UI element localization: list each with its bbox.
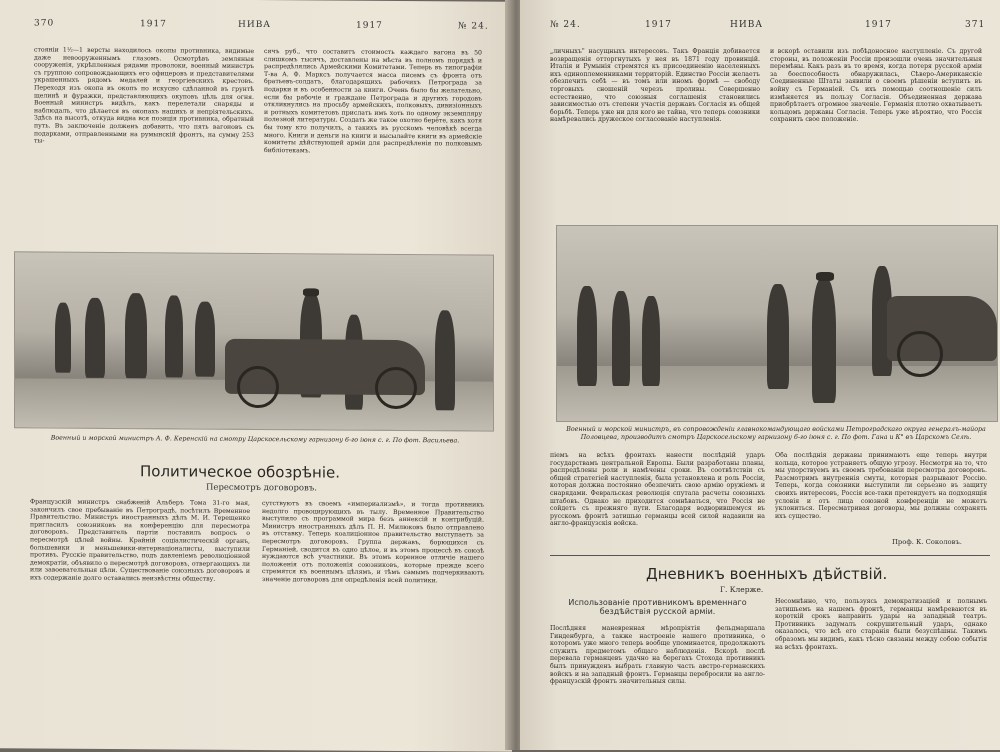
header-issue: № 24. [458, 21, 489, 32]
article-column: сутствуютъ въ своемъ «империализмѣ», и тогда противникъ недолго провоцирующихъ въ тылу. Временное Правительство выступило съ программой мира безъ аннексій и контрибуцій. Министръ иностранныхъ дѣлъ П. Н. Милюковъ было отправлено въ отставку. Теперь коалиціонное правительство выступаетъ за пересмотръ договоровъ. Группа державъ, борющихся съ Германіей, сводится въ одно цѣлое, и въ этомъ процессѣ въ союзѣ нуждаются всѣ участники. Въ этомъ коренное отличіе нашего положенія отъ положенія союзниковъ, которые прежде всего стремятся къ военнымъ цѣлямъ, и тѣмъ самымъ подчеркиваютъ значеніе договоровъ для опредѣленія всей политики. [262, 500, 484, 585]
page-number: 371 [965, 20, 986, 30]
article-column: сячъ руб., что составитъ стоимость каждаго вагона въ 50 слишкомъ тысячъ, доставлены на мѣста въ полномъ порядкѣ и распредѣлялись Армейскими Комитетами. Теперь въ типографіи Т-ва А. Ф. Марксъ получается масса писемъ съ фронта отъ братьевъ-солдатъ, благодарящихъ рабочихъ Петрограда за подарки и въ особенности за книги. Очень было бы желательно, если бы рабочіе и граждане Петрограда и другихъ городовъ откликнулись на просьбу армейскихъ, полковыхъ, дивизіонныхъ и ротныхъ комитетовъ прислать имъ хоть по одному экземпляру полезной литературы. Создать же такое охотно берёте, какъ хотя бы тому кто получилъ, а такихъ въ русскомъ человѣкѣ всегда много. Книги и деньги на книги и высылайте книги въ армейскіе комитеты дѣйствующей арміи для распредѣленія по полковымъ библіотекамъ. [264, 48, 482, 155]
section-divider [550, 555, 990, 556]
header-year: 1917 [356, 20, 383, 31]
header-title: НИВА [238, 19, 272, 31]
caption-text: Военный и морской министръ А. Ф. Керенскій на смотру Царскосельскому гарнизону 6-го іюня с. г. [50, 434, 391, 444]
section-author: Г. Клерже. [720, 585, 764, 594]
article-column: Несомнѣнно, что, пользуясь демократизаціей и полнымъ затишьемъ на нашемъ фронтѣ, германцы намѣреваются въ короткій срокъ направить удары на западный театръ. Противникъ задумалъ сокрушительный ударъ, однако оказалось, что всѣ его старанія были безуспѣшны. Такимъ образомъ мы видимъ, какъ тѣсно связаны между собою событія на всѣхъ фронтахъ. [775, 598, 987, 651]
section-subtitle: Использованіе противникомъ временнаго бездѣйствія русской арміи. [568, 598, 747, 616]
page-number: 370 [34, 18, 55, 29]
section-title: Дневникъ военныхъ дѣйствій. [646, 565, 888, 583]
header-year: 1917 [645, 20, 672, 30]
photo-polovtsev-review [556, 225, 998, 422]
section-subtitle: Пересмотръ договоровъ. [206, 482, 317, 494]
header-title: НИВА [730, 20, 764, 30]
right-page [520, 0, 1000, 750]
article-column: піемъ на всѣхъ фронтахъ нанести послѣдній ударъ государствамъ центральной Европы. Были разработаны планы, распредѣлены роли и намѣчены сроки. Въ соотвѣтствіи съ общей стратегіей наступленія, была установлена и роль Россіи, которая должна постоянно обезпечить свою армію оружіемъ и снарядами. Февральская революція спутала расчеты союзныхъ штабовъ. Однако не приходится сомнѣваться, что Россія не сойдетъ съ прежняго пути. Благодаря водворившемуся въ русскомъ фронтѣ затишью германцы всей силой надавили на англо-французскія войска. [550, 452, 765, 528]
article-column: и вскорѣ оставили изъ побѣдоносное наступленіе. Съ другой стороны, въ положеніи Россіи произошли очень значительныя перемѣны. Какъ разъ въ то время, когда потеря русской арміи за боеспособность обнаружилась, Сѣверо-Американскіе Соединенные Штаты заявили о своемъ рѣшеніи вступить въ войну съ Германіей. Съ ихъ помощью соотношеніе силъ измѣняется въ пользу Согласія. Объединенная держава приобрѣтаетъ огромное значеніе. Германія плотно охватываетъ кольцомъ державы Согласія. Теперь уже вѣроятно, что Россія сохранить свое положеніе. [770, 48, 982, 124]
article-column: стояніи 1½—1 версты находилось окопы противника, видимые даже невооруженнымъ глазомъ. Осмотрѣвъ земляныя сооруженія, укрѣпленныя рядами проволоки, военный министръ съ группою сопровождающихъ его офицеровъ и представителями украшенныхъ рядомъ медалей и георгіевскихъ крестовъ. Переходя изъ окопа въ окопъ по искусно сдѣланной въ грунтѣ щелинѣ и фуражки, представляющихъ окуповъ цѣль для огня. Военный министръ видѣлъ, какъ перелетали снаряды и наблюдалъ, что дѣлается въ окопахъ нашихъ и непріятельскихъ. Здѣсь на высотѣ, откуда видна вся позиція противника, обратный путь. Въ заключеніе долженъ добавить, что пять вагоновъ съ подарками, отправленными на румынскій фронтъ, на сумму 253 ты- [34, 46, 254, 145]
header-issue: № 24. [550, 20, 581, 30]
header-year: 1917 [140, 19, 167, 30]
photo-caption [556, 426, 996, 442]
photo-credit: По фот. Васильева. [392, 436, 460, 445]
article-author: Проф. К. Соколовъ. [892, 538, 962, 546]
header-year: 1917 [865, 20, 892, 30]
caption-text: Военный и морской министръ, въ сопровожденіи главнокомандующаго войсками Петроградскаго округа генералъ-майора Половцева, производитъ смотръ Царскосельскому гарнизону 6-го іюня с. г. [566, 426, 986, 441]
photo-kerensky-review [14, 251, 494, 431]
section-title: Политическое обозрѣніе. [140, 462, 341, 482]
article-column: Оба послѣднія державы принимаютъ еще теперь внутри кольца, которое устраняетъ общую угрозу. Несмотря на то, что мы упорствуемъ въ своемъ требованіи пересмотра договоровъ. Разсмотримъ внутреннія смуты, которыя разрывают Россію. Теперь, когда союзники выступили ли серьезно въ защиту своихъ интересовъ, Россія все-таки претендуетъ на подходящія условія и отъ лица союзной конференціи не можетъ уклониться. Пересматривая договоры, мы должны сохранять ихъ существо. [775, 452, 987, 520]
article-column: Послѣдняя маневренная мѣропріятія фельдмаршала Гинденбурга, а также настроеніе нашего противника, о которомъ уже много теперь вообще упоминается, продолжаютъ служить предметомъ общаго наблюденія. Вскорѣ послѣ перевала германцевъ удачно на берегахъ Стохода противникъ былъ принужденъ выбрать главную часть австро-германскихъ войскъ и на западный фронтъ. Германцы перебросили на англо-французскій фронтъ значительныя силы. [550, 625, 765, 686]
article-column: „личныхъ" насущныхъ интересовъ. Такъ Франція добивается возвращенія отторгнутыхъ у нея въ 1871 году провинцій. Италія и Румынія стремятся къ присоединенію населенныхъ ихъ единоплеменниками территорій. Единство Россіи желаетъ обезпечить себѣ — въ томъ или иномъ формѣ — свободу торговыхъ сношеній черезъ проливы. Совершенно естественно, что союзныя соглашенія становились зависимостью отъ степени участія державъ Согласія въ общей борьбѣ. Теперь уже ни для кого не тайна, что теперь союзники намѣревались дружеское согласованіе наступленія. [550, 48, 760, 124]
photo-credit: По фот. Гана и К° въ Царскомъ Селѣ. [841, 434, 972, 441]
article-column: Французскій министръ снабженій Альберъ Тома 31-го мая, закончилъ свое пребываніе въ Петроградѣ, посѣтилъ Временное Правительство. Министръ иностранныхъ дѣлъ М. И. Терещенко пригласилъ союзниковъ на конференцію для пересмотра договоровъ. Представитель партіи поставилъ вопросъ о пересмотрѣ цѣлей войны. Крайній соціалистическій органъ, большевики и меньшевики-интернаціоналисты, выступили противъ. Русскіе правительство, подъ давленіемъ революціонной демократіи, объявило о пересмотрѣ договоровъ, отвергающихъ ли или завоевательныя цѣли. Существованіе союзныхъ договоровъ и ихъ содержаніе долго оставались неизвѣстны обществу. [30, 498, 250, 583]
photo-caption [20, 434, 490, 445]
